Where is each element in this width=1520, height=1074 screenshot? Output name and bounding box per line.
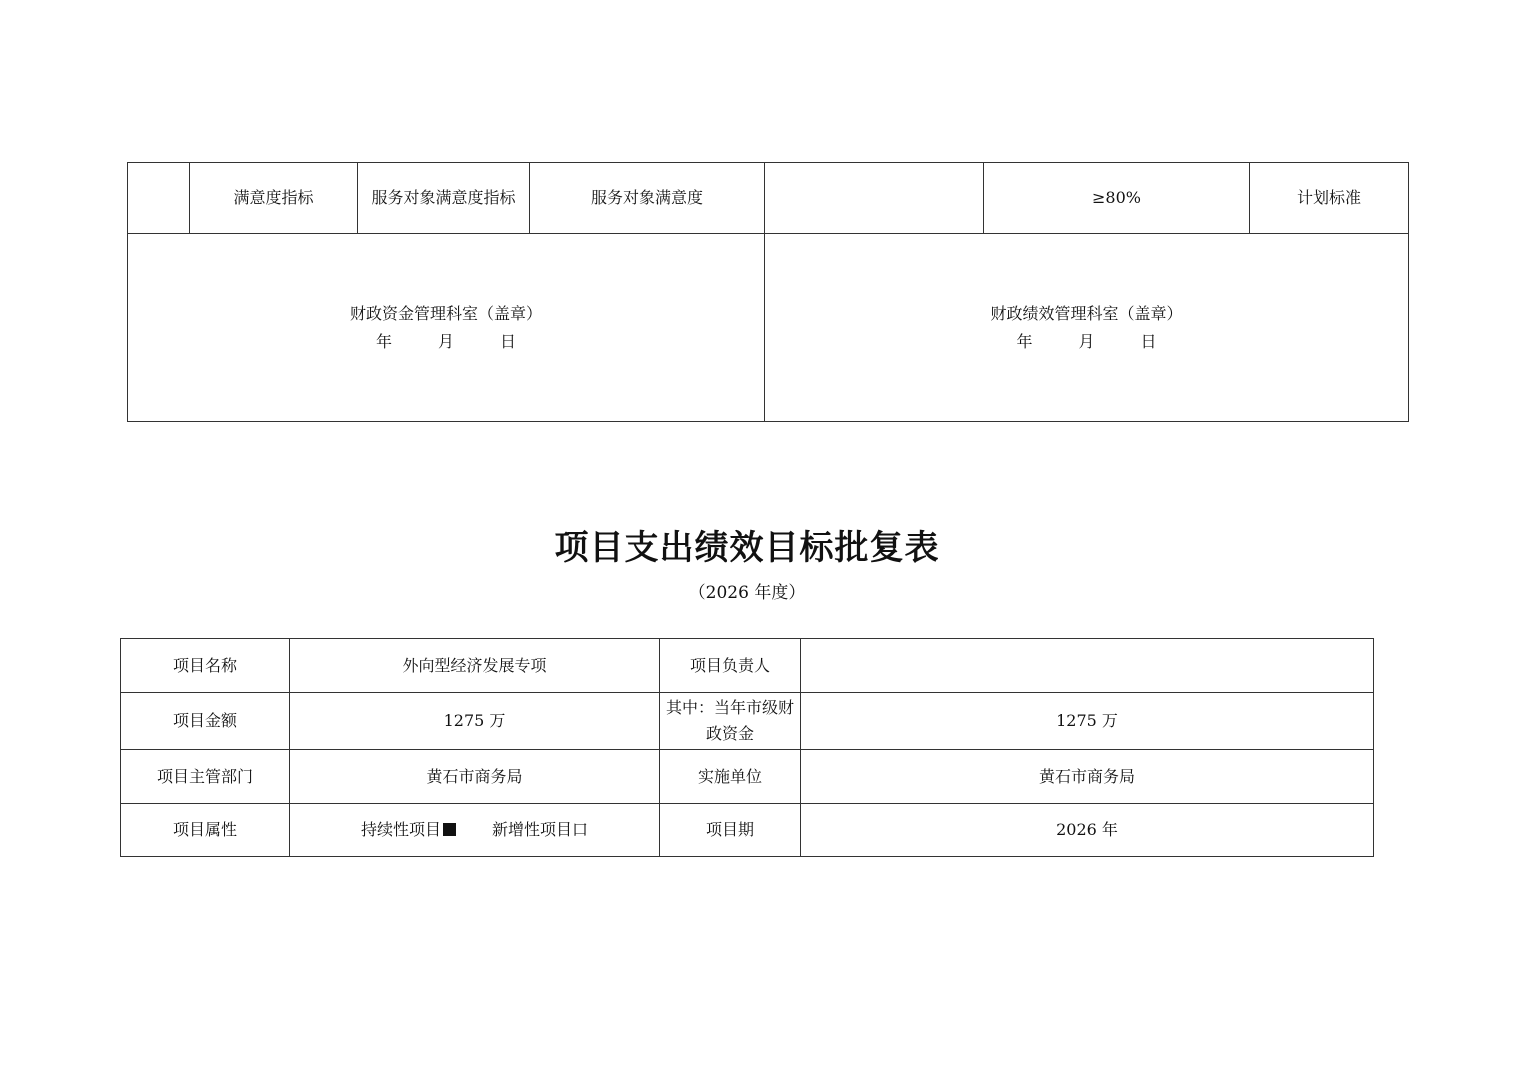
city-fund-value: 1275 万 bbox=[801, 693, 1374, 750]
project-info-table bbox=[120, 638, 1374, 857]
supervising-dept-label: 项目主管部门 bbox=[121, 750, 290, 804]
project-amount-label: 项目金额 bbox=[121, 693, 290, 750]
table-row bbox=[121, 804, 1374, 857]
date-line-left bbox=[350, 328, 542, 356]
date-year: 年 bbox=[1016, 331, 1033, 351]
project-name-label: 项目名称 bbox=[121, 639, 290, 693]
indicator-level2-cell: 服务对象满意度指标 bbox=[358, 163, 530, 234]
indicator-level3-cell: 服务对象满意度 bbox=[530, 163, 765, 234]
continuing-project-option: 持续性项目 bbox=[360, 820, 441, 839]
city-fund-label: 其中：当年市级财政资金 bbox=[660, 693, 801, 750]
date-day: 日 bbox=[1140, 331, 1157, 351]
indicator-standard-cell: 计划标准 bbox=[1250, 163, 1409, 234]
indicator-table-continued bbox=[127, 162, 1409, 422]
seal-cell-performance-management bbox=[765, 234, 1409, 422]
implementing-unit-label: 实施单位 bbox=[660, 750, 801, 804]
seal-block-right bbox=[990, 300, 1182, 356]
project-period-value: 2026 年 bbox=[801, 804, 1374, 857]
date-line-right bbox=[990, 328, 1182, 356]
seal-label-performance-management: 财政绩效管理科室（盖章） bbox=[990, 303, 1183, 323]
date-month: 月 bbox=[437, 331, 454, 351]
implementing-unit-value: 黄石市商务局 bbox=[801, 750, 1374, 804]
checked-box-icon bbox=[443, 823, 456, 836]
date-year: 年 bbox=[375, 331, 392, 351]
new-project-option: 新增性项目口 bbox=[492, 820, 589, 839]
table-row bbox=[121, 750, 1374, 804]
supervising-dept-value: 黄石市商务局 bbox=[290, 750, 660, 804]
table-row bbox=[121, 639, 1374, 693]
seal-block-left bbox=[350, 300, 542, 356]
project-name-value: 外向型经济发展专项 bbox=[290, 639, 660, 693]
seal-label-fund-management: 财政资金管理科室（盖章） bbox=[349, 303, 542, 323]
table-row bbox=[121, 693, 1374, 750]
indicator-empty-cell bbox=[765, 163, 984, 234]
project-attribute-label: 项目属性 bbox=[121, 804, 290, 857]
indicator-target-cell: ≥80% bbox=[984, 163, 1250, 234]
document-subtitle: （2026 年度） bbox=[688, 583, 806, 603]
indicator-category-cell bbox=[128, 163, 190, 234]
project-leader-value bbox=[801, 639, 1374, 693]
indicator-level1-cell: 满意度指标 bbox=[190, 163, 358, 234]
seal-row bbox=[128, 234, 1409, 422]
seal-cell-fund-management bbox=[128, 234, 765, 422]
project-amount-value: 1275 万 bbox=[290, 693, 660, 750]
date-month: 月 bbox=[1078, 331, 1095, 351]
project-period-label: 项目期 bbox=[660, 804, 801, 857]
indicator-row bbox=[128, 163, 1409, 234]
project-attribute-value bbox=[290, 804, 660, 857]
project-leader-label: 项目负责人 bbox=[660, 639, 801, 693]
document-title: 项目支出绩效目标批复表 bbox=[554, 528, 940, 568]
date-day: 日 bbox=[499, 331, 516, 351]
